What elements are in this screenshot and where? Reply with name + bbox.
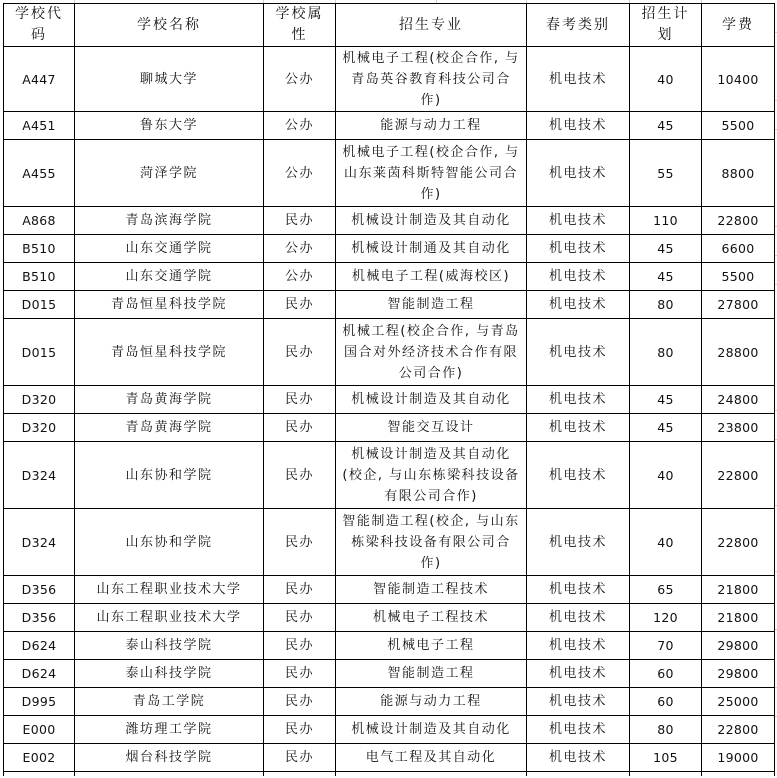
cell-exam-category[interactable]: 机电技术 [527,140,630,207]
cell-enrollment-plan[interactable]: 40 [630,509,702,576]
cell-school-code[interactable]: D320 [4,414,75,442]
cell-major[interactable]: 电气工程及其自动化 [336,744,527,772]
cell-school-code[interactable]: A455 [4,140,75,207]
cell-school-code[interactable]: A451 [4,112,75,140]
cell-empty [4,772,75,777]
cell-tuition[interactable]: 28800 [702,319,775,386]
cell-tuition[interactable]: 23800 [702,414,775,442]
cell-exam-category[interactable]: 机电技术 [527,47,630,112]
cell-school-name[interactable]: 山东工程职业技术大学 [75,576,264,604]
cell-school-name[interactable]: 青岛恒星科技学院 [75,291,264,319]
cell-school-code[interactable]: D015 [4,319,75,386]
cell-school-type[interactable]: 民办 [264,414,336,442]
cell-school-code[interactable]: B510 [4,235,75,263]
table-row [4,442,775,509]
cell-school-code[interactable]: E002 [4,744,75,772]
cell-major[interactable]: 机械设计制造及其自动化 [336,716,527,744]
cell-exam-category[interactable]: 机电技术 [527,414,630,442]
cell-exam-category[interactable]: 机电技术 [527,632,630,660]
header-exam-category[interactable]: 春考类别 [527,4,630,47]
cell-major[interactable]: 能源与动力工程 [336,688,527,716]
cell-school-type[interactable]: 公办 [264,112,336,140]
cell-school-type[interactable]: 民办 [264,716,336,744]
cell-school-type[interactable]: 民办 [264,688,336,716]
cell-school-name[interactable]: 山东协和学院 [75,509,264,576]
table-row [4,414,775,442]
cell-school-code[interactable]: D624 [4,632,75,660]
header-enrollment-plan[interactable]: 招生计划 [630,4,702,47]
cell-exam-category[interactable]: 机电技术 [527,442,630,509]
cell-enrollment-plan[interactable]: 40 [630,442,702,509]
cell-school-type[interactable]: 民办 [264,604,336,632]
cell-exam-category[interactable]: 机电技术 [527,660,630,688]
cell-enrollment-plan[interactable]: 70 [630,632,702,660]
cell-school-code[interactable]: E000 [4,716,75,744]
cell-enrollment-plan[interactable]: 80 [630,319,702,386]
cell-major[interactable]: 智能交互设计 [336,414,527,442]
cell-enrollment-plan[interactable]: 45 [630,112,702,140]
cell-enrollment-plan[interactable]: 120 [630,604,702,632]
table-row [4,112,775,140]
cell-school-type[interactable]: 民办 [264,291,336,319]
cell-school-code[interactable]: B510 [4,263,75,291]
table-row [4,576,775,604]
cell-tuition[interactable]: 29800 [702,632,775,660]
cell-enrollment-plan[interactable]: 40 [630,47,702,112]
table-row [4,386,775,414]
cell-exam-category[interactable]: 机电技术 [527,744,630,772]
cell-school-code[interactable]: D324 [4,509,75,576]
cell-school-name[interactable]: 泰山科技学院 [75,660,264,688]
cell-exam-category[interactable]: 机电技术 [527,604,630,632]
admissions-table [3,3,775,776]
cell-empty [527,772,630,777]
cell-school-name[interactable]: 菏泽学院 [75,140,264,207]
cell-exam-category[interactable]: 机电技术 [527,112,630,140]
table-row-partial [4,772,775,777]
cell-school-type[interactable]: 民办 [264,509,336,576]
cell-school-code[interactable]: D320 [4,386,75,414]
cell-major[interactable]: 机械电子工程(校企合作, 与青岛英谷教育科技公司合作) [336,47,527,112]
cell-tuition[interactable]: 22800 [702,716,775,744]
cell-school-code[interactable]: D356 [4,576,75,604]
table-row [4,319,775,386]
cell-tuition[interactable]: 21800 [702,604,775,632]
header-school-name[interactable]: 学校名称 [75,4,264,47]
cell-major[interactable]: 机械电子工程(校企合作, 与山东莱茵科斯特智能公司合作) [336,140,527,207]
cell-tuition[interactable]: 24800 [702,386,775,414]
cell-exam-category[interactable]: 机电技术 [527,263,630,291]
cell-major[interactable]: 机械设计制造及其自动化(校企, 与山东栋梁科技设备有限公司合作) [336,442,527,509]
cell-school-code[interactable]: D324 [4,442,75,509]
cell-exam-category[interactable]: 机电技术 [527,509,630,576]
cell-school-type[interactable]: 民办 [264,632,336,660]
cell-enrollment-plan[interactable]: 45 [630,235,702,263]
cell-enrollment-plan[interactable]: 45 [630,263,702,291]
cell-enrollment-plan[interactable]: 45 [630,414,702,442]
cell-major[interactable]: 机械电子工程 [336,632,527,660]
cell-school-type[interactable]: 民办 [264,207,336,235]
table-row [4,263,775,291]
cell-school-type[interactable]: 公办 [264,47,336,112]
cell-school-type[interactable]: 民办 [264,386,336,414]
cell-enrollment-plan[interactable]: 110 [630,207,702,235]
cell-major[interactable]: 智能制造工程 [336,660,527,688]
cell-major[interactable]: 机械设计制通及其自动化 [336,235,527,263]
table-row [4,632,775,660]
header-school-code[interactable]: 学校代码 [4,4,75,47]
cell-school-name[interactable]: 山东交通学院 [75,263,264,291]
cell-school-name[interactable]: 山东协和学院 [75,442,264,509]
cell-school-name[interactable]: 青岛黄海学院 [75,386,264,414]
cell-empty [264,772,336,777]
cell-enrollment-plan[interactable]: 45 [630,386,702,414]
cell-tuition[interactable]: 19000 [702,744,775,772]
cell-school-code[interactable]: D995 [4,688,75,716]
header-major[interactable]: 招生专业 [336,4,527,47]
table-row [4,744,775,772]
cell-school-type[interactable]: 民办 [264,744,336,772]
cell-tuition[interactable]: 22800 [702,442,775,509]
cell-school-name[interactable]: 山东交通学院 [75,235,264,263]
cell-exam-category[interactable]: 机电技术 [527,688,630,716]
cell-school-name[interactable]: 烟台科技学院 [75,744,264,772]
cell-enrollment-plan[interactable]: 80 [630,716,702,744]
cell-school-name[interactable]: 潍坊理工学院 [75,716,264,744]
cell-empty [75,772,264,777]
table-row [4,688,775,716]
cell-exam-category[interactable]: 机电技术 [527,576,630,604]
cell-empty [630,772,702,777]
cell-school-type[interactable]: 民办 [264,576,336,604]
cell-major[interactable]: 机械电子工程(威海校区) [336,263,527,291]
table-row [4,660,775,688]
cell-enrollment-plan[interactable]: 80 [630,291,702,319]
cell-empty [336,772,527,777]
cell-enrollment-plan[interactable]: 60 [630,660,702,688]
cell-school-type[interactable]: 民办 [264,442,336,509]
cell-tuition[interactable]: 6600 [702,235,775,263]
cell-major[interactable]: 机械电子工程技术 [336,604,527,632]
header-tuition[interactable]: 学费 [702,4,775,47]
table-row [4,509,775,576]
table-row [4,604,775,632]
cell-major[interactable]: 机械工程(校企合作, 与青岛国合对外经济技术合作有限公司合作) [336,319,527,386]
cell-tuition[interactable]: 8800 [702,140,775,207]
cell-tuition[interactable]: 25000 [702,688,775,716]
cell-school-name[interactable]: 鲁东大学 [75,112,264,140]
cell-school-name[interactable]: 山东工程职业技术大学 [75,604,264,632]
cell-enrollment-plan[interactable]: 65 [630,576,702,604]
cell-exam-category[interactable]: 机电技术 [527,386,630,414]
cell-major[interactable]: 机械设计制造及其自动化 [336,386,527,414]
cell-tuition[interactable]: 5500 [702,263,775,291]
cell-tuition[interactable]: 10400 [702,47,775,112]
cell-exam-category[interactable]: 机电技术 [527,235,630,263]
cell-tuition[interactable]: 22800 [702,509,775,576]
cell-school-code[interactable]: A447 [4,47,75,112]
cell-school-code[interactable]: D015 [4,291,75,319]
cell-exam-category[interactable]: 机电技术 [527,716,630,744]
cell-school-name[interactable]: 青岛工学院 [75,688,264,716]
table-row [4,235,775,263]
cell-school-name[interactable]: 聊城大学 [75,47,264,112]
cell-school-name[interactable]: 青岛恒星科技学院 [75,319,264,386]
table-row [4,140,775,207]
cell-tuition[interactable]: 21800 [702,576,775,604]
table-row [4,207,775,235]
header-school-type[interactable]: 学校属性 [264,4,336,47]
cell-exam-category[interactable]: 机电技术 [527,319,630,386]
cell-enrollment-plan[interactable]: 105 [630,744,702,772]
cell-school-name[interactable]: 泰山科技学院 [75,632,264,660]
cell-major[interactable]: 智能制造工程技术 [336,576,527,604]
cell-enrollment-plan[interactable]: 60 [630,688,702,716]
cell-tuition[interactable]: 29800 [702,660,775,688]
cell-tuition[interactable]: 5500 [702,112,775,140]
table-row [4,716,775,744]
cell-school-code[interactable]: A868 [4,207,75,235]
cell-school-type[interactable]: 公办 [264,235,336,263]
cell-school-code[interactable]: D356 [4,604,75,632]
cell-major[interactable]: 机械设计制造及其自动化 [336,207,527,235]
cell-tuition[interactable]: 27800 [702,291,775,319]
header-row [4,4,775,47]
cell-school-code[interactable]: D624 [4,660,75,688]
cell-major[interactable]: 智能制造工程 [336,291,527,319]
cell-tuition[interactable]: 22800 [702,207,775,235]
cell-school-type[interactable]: 民办 [264,660,336,688]
cell-school-name[interactable]: 青岛黄海学院 [75,414,264,442]
cell-school-type[interactable]: 民办 [264,319,336,386]
cell-exam-category[interactable]: 机电技术 [527,291,630,319]
cell-major[interactable]: 智能制造工程(校企, 与山东栋梁科技设备有限公司合作) [336,509,527,576]
cell-school-type[interactable]: 公办 [264,263,336,291]
table-row [4,291,775,319]
cell-school-name[interactable]: 青岛滨海学院 [75,207,264,235]
cell-major[interactable]: 能源与动力工程 [336,112,527,140]
cell-enrollment-plan[interactable]: 55 [630,140,702,207]
table-row [4,47,775,112]
cell-school-type[interactable]: 公办 [264,140,336,207]
cell-exam-category[interactable]: 机电技术 [527,207,630,235]
cell-empty [702,772,775,777]
